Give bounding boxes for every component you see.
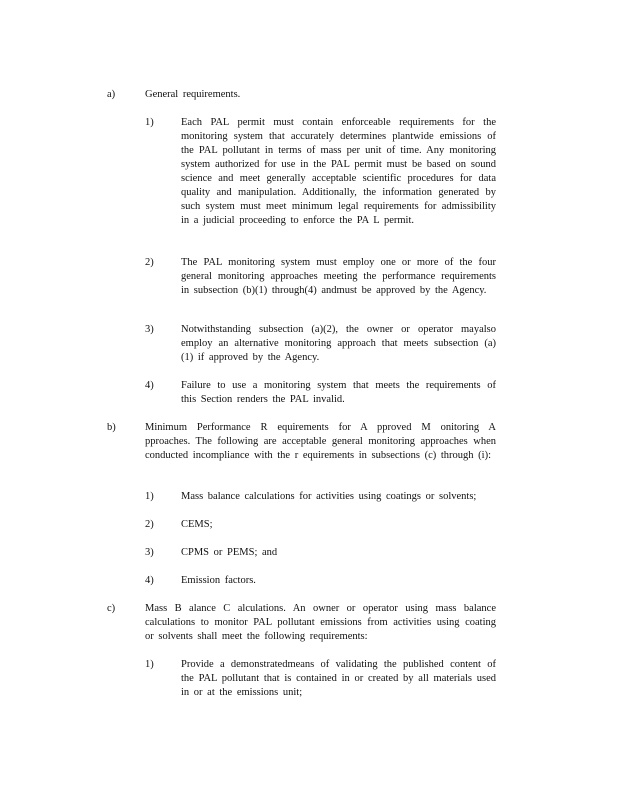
item-label: 4) [145, 380, 154, 391]
item-label: 1) [145, 491, 154, 502]
item-label: 2) [145, 519, 154, 530]
item-label: 4) [145, 575, 154, 586]
section-c-label: c) [107, 603, 116, 614]
item-label: 2) [145, 257, 154, 268]
section-c-heading: Mass B alance C alculations. An owner or operator using mass balance calculations to monitor PAL pollutant emissions from activities using coating or solvents shall meet the following requirements: [145, 603, 496, 642]
section-b-heading: Minimum Performance R equirements for A pproved M onitoring A pproaches. The following are acceptable general monitoring approaches when conducted incompliance with the r equirements in subsections (c) through (i): [145, 422, 496, 461]
item-text: Each PAL permit must contain enforceable requirements for the monitoring system that accurately determines plantwide emissions of the PAL pollutant in terms of mass per unit of time. Any monitoring system authorized for use in the PAL permit must be based on sound science and meet generally acceptable scientific procedures for data quality and manipulation. Additionally, the information generated by such system must meet minimum legal requirements for admissibility in a judicial proceeding to enforce the PA L permit. [181, 117, 496, 226]
item-text: Notwithstanding subsection (a)(2), the owner or operator mayalso employ an alternative monitoring approach that meets subsection (a)(1) if approved by the Agency. [181, 324, 496, 363]
item-label: 3) [145, 324, 154, 335]
item-text: The PAL monitoring system must employ one or more of the four general monitoring approaches meeting the performance requirements in subsection (b)(1) through(4) andmust be approved by the Agency. [181, 257, 496, 296]
item-text: CEMS; [181, 519, 213, 530]
item-text: Mass balance calculations for activities using coatings or solvents; [181, 491, 477, 502]
item-label: 3) [145, 547, 154, 558]
section-b-label: b) [107, 422, 116, 433]
item-text: Emission factors. [181, 575, 256, 586]
section-a-label: a) [107, 89, 116, 100]
item-label: 1) [145, 659, 154, 670]
section-a-heading: General requirements. [145, 89, 241, 100]
item-text: Provide a demonstratedmeans of validating the published content of the PAL pollutant that is contained in or created by all materials used in or at the emissions unit; [181, 659, 496, 698]
item-text: CPMS or PEMS; and [181, 547, 278, 558]
item-text: Failure to use a monitoring system that meets the requirements of this Section renders the PAL invalid. [181, 380, 496, 405]
item-label: 1) [145, 117, 154, 128]
